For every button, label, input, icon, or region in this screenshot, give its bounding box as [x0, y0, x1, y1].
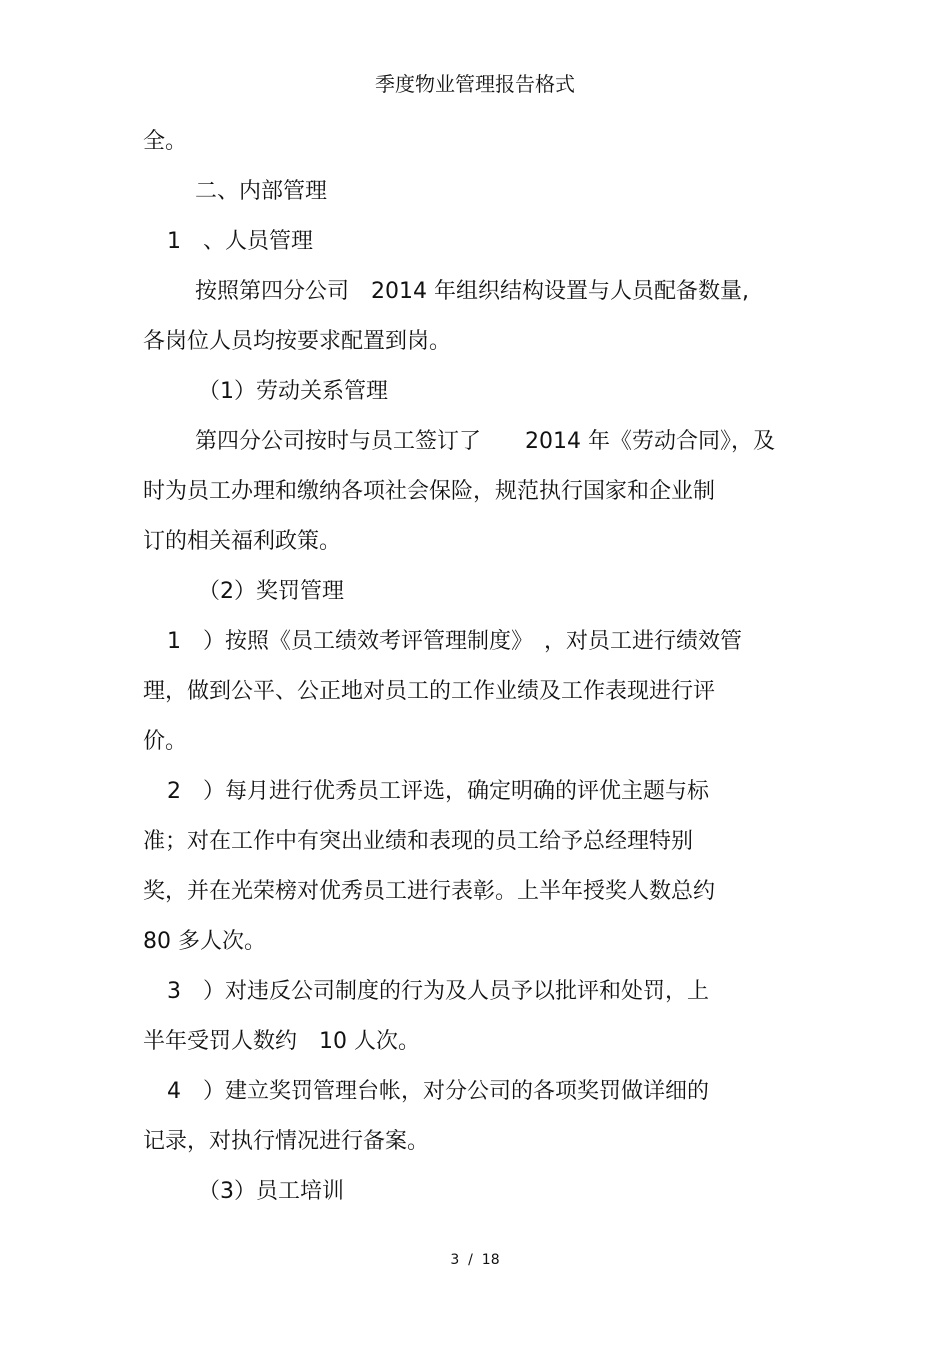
paragraph-line: 全。 [143, 129, 188, 154]
list-item: 2 ）每月进行优秀员工评选，确定明确的评优主题与标 [167, 779, 709, 804]
paragraph-line: 理，做到公平、公正地对员工的工作业绩及工作表现进行评 [143, 679, 716, 704]
page-number: 3 / 18 [450, 1252, 500, 1268]
page-header-title: 季度物业管理报告格式 [375, 72, 575, 96]
paragraph-line: 半年受罚人数约 10 人次。 [143, 1029, 420, 1054]
paragraph-line: 记录，对执行情况进行备案。 [143, 1129, 430, 1154]
subsection-heading-training: （3）员工培训 [198, 1179, 344, 1204]
subsection-heading-rewards-penalties: （2）奖罚管理 [198, 579, 344, 604]
paragraph-line: 各岗位人员均按要求配置到岗。 [143, 329, 452, 354]
paragraph-line: 80 多人次。 [143, 929, 266, 954]
paragraph-line: 时为员工办理和缴纳各项社会保险，规范执行国家和企业制 [143, 479, 716, 504]
paragraph-line: 第四分公司按时与员工签订了 2014 年《劳动合同》，及 [195, 429, 775, 454]
paragraph-line: 按照第四分公司 2014 年组织结构设置与人员配备数量, [195, 279, 749, 304]
paragraph-line: 价。 [143, 729, 188, 754]
subsection-heading-labor-relations: （1）劳动关系管理 [198, 379, 388, 404]
paragraph-line: 准；对在工作中有突出业绩和表现的员工给予总经理特别 [143, 829, 694, 854]
subsection-heading-personnel: 1 、人员管理 [167, 229, 313, 254]
list-item: 3 ）对违反公司制度的行为及人员予以批评和处罚，上 [167, 979, 709, 1004]
paragraph-line: 奖，并在光荣榜对优秀员工进行表彰。上半年授奖人数总约 [143, 879, 716, 904]
list-item: 1 ）按照《员工绩效考评管理制度》 ，对员工进行绩效管 [167, 629, 742, 654]
list-item: 4 ）建立奖罚管理台帐，对分公司的各项奖罚做详细的 [167, 1079, 709, 1104]
section-heading-internal-management: 二、内部管理 [195, 179, 328, 204]
paragraph-line: 订的相关福利政策。 [143, 529, 342, 554]
